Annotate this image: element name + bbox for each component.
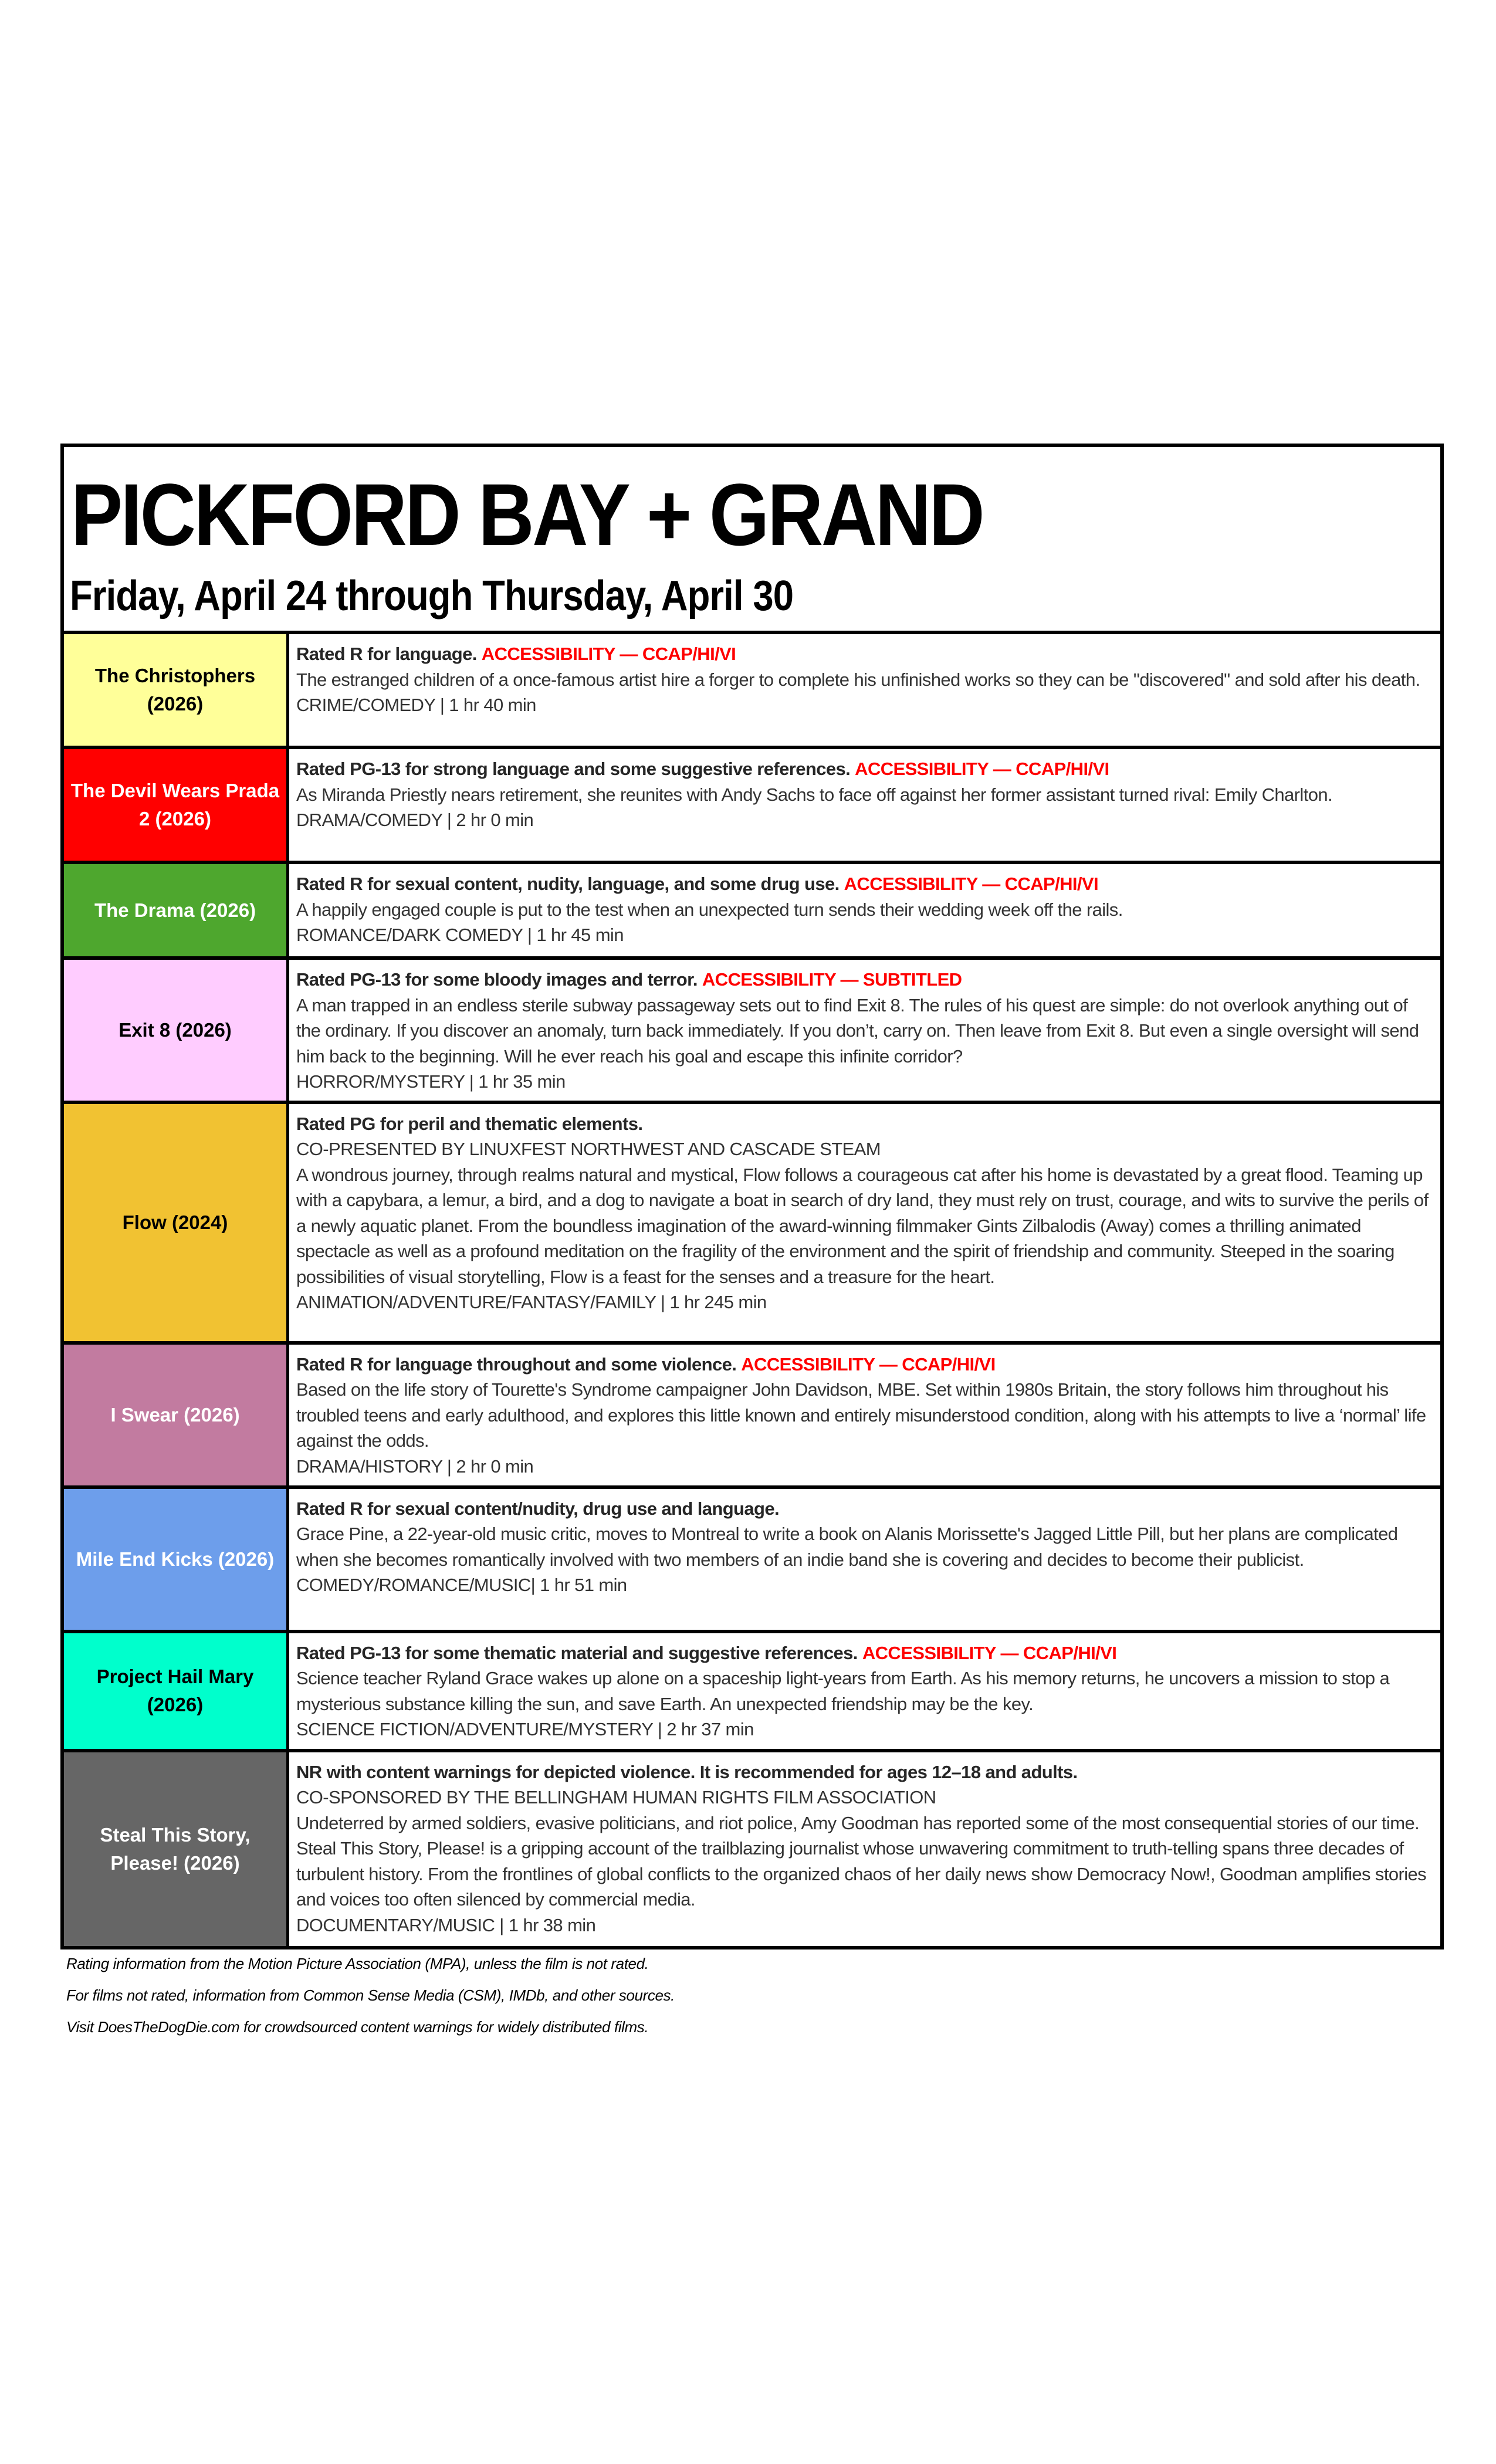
film-title-cell (64, 1752, 289, 1946)
rating-line (296, 1496, 1433, 1522)
rating-line (296, 871, 1433, 897)
genre-runtime: DRAMA/HISTORY | 2 hr 0 min (296, 1456, 534, 1477)
synopsis-text: As Miranda Priestly nears retirement, she reunites with Andy Sachs to face off against her former assistant turned rival: Emily Charlton. (296, 784, 1332, 805)
rating-line (296, 1640, 1433, 1666)
rating-line (296, 641, 1433, 667)
film-row (64, 960, 1440, 1104)
rating-text: Rated PG-13 for some thematic material and suggestive references. (296, 1642, 858, 1663)
film-details (289, 1345, 1440, 1485)
accessibility-badge: ACCESSIBILITY — SUBTITLED (702, 969, 962, 990)
film-title: Exit 8 (2026) (119, 1018, 232, 1041)
rating-text: Rated PG-13 for strong language and some suggestive references. (296, 759, 851, 779)
presenter-text: CO-PRESENTED BY LINUXFEST NORTHWEST AND CASCADE STEAM (296, 1139, 881, 1159)
film-title-cell (64, 634, 289, 746)
rating-line (296, 756, 1433, 782)
film-title: Project Hail Mary (2026) (96, 1666, 254, 1715)
synopsis-text: Grace Pine, a 22-year-old music critic, moves to Montreal to write a book on Alanis Morissette's Jagged Little Pill, but her plans are complicated when she becomes romantically involved with two members of an indie band she is covering and decides to become their publicist. (296, 1524, 1398, 1570)
film-row (64, 1752, 1440, 1946)
synopsis-text: The estranged children of a once-famous artist hire a forger to complete his unfinished works so they can be "discovered" and sold after his death. (296, 669, 1420, 690)
accessibility-badge: ACCESSIBILITY — CCAP/HI/VI (741, 1353, 996, 1375)
film-details (289, 960, 1440, 1101)
film-row (64, 634, 1440, 749)
rating-line (296, 1352, 1433, 1377)
rating-line (296, 1111, 1433, 1137)
rating-text: Rated PG for peril and thematic elements. (296, 1113, 643, 1134)
film-details (289, 1633, 1440, 1749)
film-details (289, 749, 1440, 861)
film-row (64, 749, 1440, 864)
rating-text: Rated R for sexual content, nudity, language, and some drug use. (296, 874, 840, 894)
film-title: Flow (2024) (122, 1211, 228, 1233)
film-row (64, 1633, 1440, 1752)
genre-runtime: CRIME/COMEDY | 1 hr 40 min (296, 695, 536, 715)
synopsis-text: Based on the life story of Tourette's Syndrome campaigner John Davidson, MBE. Set within 1980s Britain, the story follows him throughout his troubled teens and early adulthood, and explores this little known and entirely misunderstood condition, along with his attempts to live a ‘normal’ life against the odds. (296, 1379, 1426, 1451)
accessibility-badge: ACCESSIBILITY — CCAP/HI/VI (862, 1642, 1117, 1663)
date-range: Friday, April 24 through Thursday, April 30 (70, 573, 794, 620)
footnote-csm: For films not rated, information from Common Sense Media (CSM), IMDb, and other sources. (66, 1986, 675, 2004)
accessibility-badge: ACCESSIBILITY — CCAP/HI/VI (481, 644, 736, 664)
accessibility-badge: ACCESSIBILITY — CCAP/HI/VI (855, 759, 1109, 779)
film-details (289, 1752, 1440, 1946)
film-row (64, 1345, 1440, 1489)
genre-runtime: DRAMA/COMEDY | 2 hr 0 min (296, 810, 534, 830)
rating-line (296, 1759, 1433, 1785)
film-details (289, 1104, 1440, 1341)
genre-runtime: COMEDY/ROMANCE/MUSIC| 1 hr 51 min (296, 1575, 627, 1595)
genre-runtime: ANIMATION/ADVENTURE/FANTASY/FAMILY | 1 hr 245 min (296, 1292, 767, 1312)
film-details (289, 1489, 1440, 1630)
film-title: I Swear (2026) (110, 1403, 240, 1426)
footnote-doesthedogdie: Visit DoesTheDogDie.com for crowdsourced content warnings for widely distributed films. (66, 2018, 649, 2036)
film-title: Steal This Story, Please! (2026) (100, 1823, 251, 1874)
film-row (64, 864, 1440, 960)
film-row (64, 1489, 1440, 1633)
film-details (289, 634, 1440, 746)
rating-text: Rated R for language throughout and some violence. (296, 1353, 737, 1375)
film-row (64, 1104, 1440, 1345)
film-title: The Christophers (2026) (94, 665, 256, 715)
accessibility-badge: ACCESSIBILITY — CCAP/HI/VI (844, 874, 1099, 894)
genre-runtime: HORROR/MYSTERY | 1 hr 35 min (296, 1071, 566, 1092)
film-details (289, 864, 1440, 956)
genre-runtime: ROMANCE/DARK COMEDY | 1 hr 45 min (296, 925, 624, 945)
film-title-cell (64, 1104, 289, 1341)
footnote-mpa: Rating information from the Motion Picture Association (MPA), unless the film is not rated. (66, 1955, 649, 1972)
genre-runtime: DOCUMENTARY/MUSIC | 1 hr 38 min (296, 1914, 596, 1935)
theater-title: PICKFORD BAY + GRAND (71, 465, 983, 564)
film-list (64, 634, 1440, 1946)
synopsis-text: A happily engaged couple is put to the test when an unexpected turn sends their wedding week off the rails. (296, 899, 1123, 920)
genre-runtime: SCIENCE FICTION/ADVENTURE/MYSTERY | 2 hr 37 min (296, 1719, 754, 1739)
film-title-cell (64, 1345, 289, 1485)
rating-text: NR with content warnings for depicted violence. It is recommended for ages 12–18 and adults. (296, 1761, 1078, 1782)
film-title-cell (64, 864, 289, 956)
film-title-cell (64, 1489, 289, 1630)
film-title: The Devil Wears Prada 2 (2026) (70, 780, 280, 830)
schedule-header (64, 447, 1440, 634)
film-title: Mile End Kicks (2026) (76, 1548, 275, 1570)
rating-text: Rated PG-13 for some bloody images and terror. (296, 969, 698, 990)
rating-text: Rated R for language. (296, 644, 477, 664)
film-title-cell (64, 749, 289, 861)
rating-line (296, 967, 1433, 993)
presenter-text: CO-SPONSORED BY THE BELLINGHAM HUMAN RIGHTS FILM ASSOCIATION (296, 1787, 936, 1808)
synopsis-text: A wondrous journey, through realms natural and mystical, Flow follows a courageous cat after his home is devastated by a great flood. Teaming up with a capybara, a lemur, a bird, and a dog to navigate a boat in search of dry land, they must rely on trust, courage, and wits to survive the perils of a newly aquatic planet. From the boundless imagination of the award-winning filmmaker Gints Zilbalodis (Away) comes a thrilling animated spectacle as well as a profound meditation on the fragility of the environment and the spirit of friendship and community. Steeped in the soaring possibilities of visual storytelling, Flow is a feast for the senses and a treasure for the heart. (296, 1164, 1429, 1287)
film-title: The Drama (2026) (94, 899, 256, 921)
film-title-cell (64, 960, 289, 1101)
synopsis-text: Science teacher Ryland Grace wakes up alone on a spaceship light-years from Earth. As his memory returns, he uncovers a mission to stop a mysterious substance killing the sun, and save Earth. An unexpected friendship may be the key. (296, 1668, 1390, 1714)
film-title-cell (64, 1633, 289, 1749)
synopsis-text: A man trapped in an endless sterile subway passageway sets out to find Exit 8. The rules of his quest are simple: do not overlook anything out of the ordinary. If you discover an anomaly, turn back immediately. If you don’t, carry on. Then leave from Exit 8. But even a single oversight will send him back to the beginning. Will he ever reach his goal and escape this infinite corridor? (296, 994, 1419, 1067)
rating-text: Rated R for sexual content/nudity, drug use and language. (296, 1498, 779, 1519)
schedule-sheet (60, 444, 1444, 1949)
footnotes (66, 1948, 675, 2043)
synopsis-text: Undeterred by armed soldiers, evasive politicians, and riot police, Amy Goodman has reported some of the most consequential stories of our time. Steal This Story, Please! is a gripping account of the trailblazing journalist whose unwavering commitment to truth-telling spans three decades of turbulent history. From the frontlines of global conflicts to the organized chaos of her daily news show Democracy Now!, Goodman amplifies stories and voices too often silenced by commercial media. (296, 1812, 1427, 1910)
